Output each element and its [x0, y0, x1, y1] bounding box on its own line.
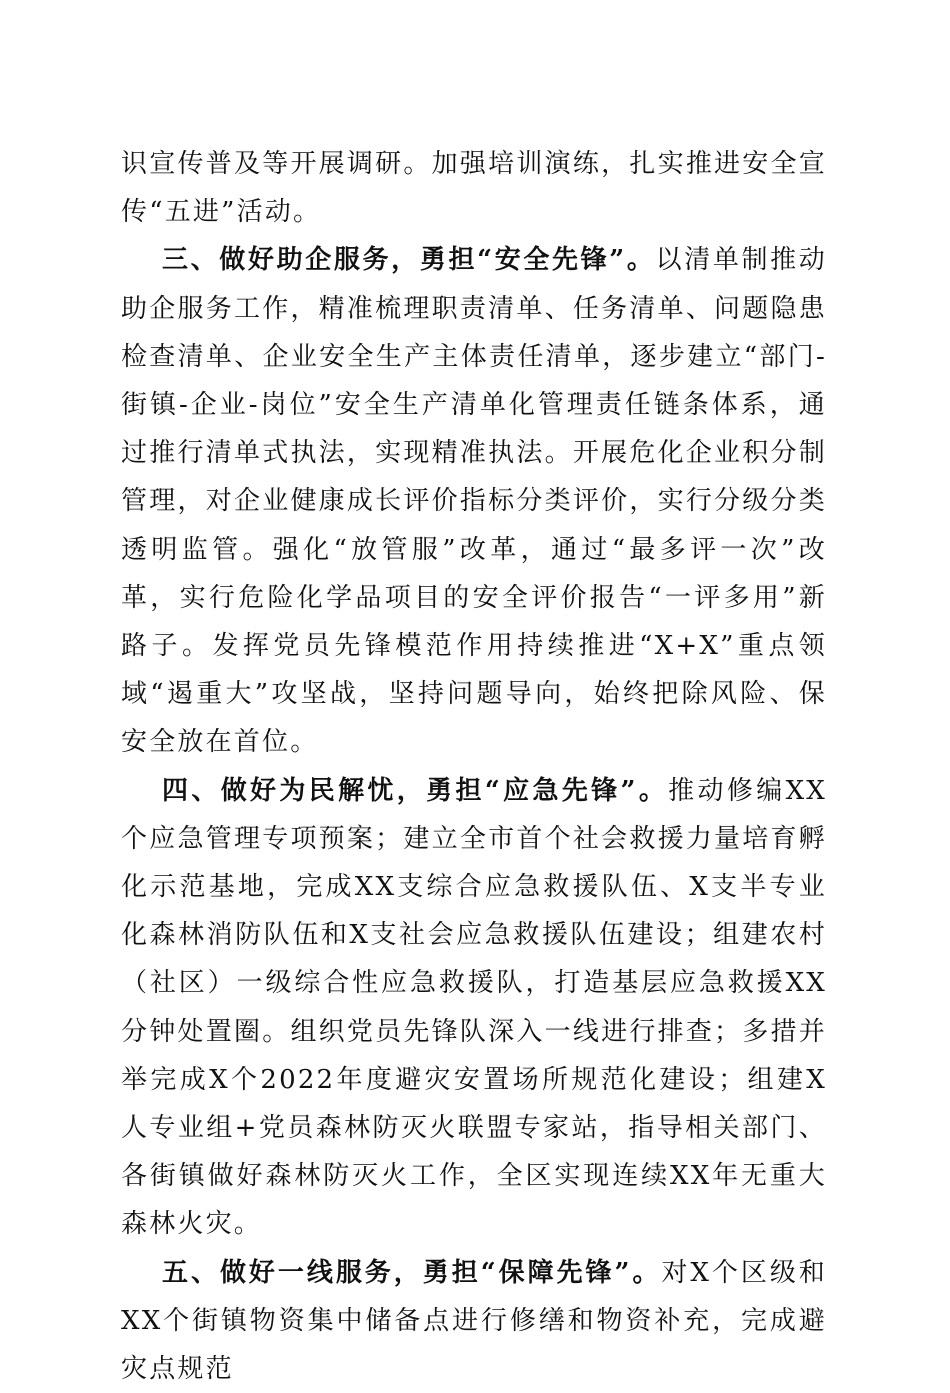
section-3-heading: 三、做好助企服务，勇担“安全先锋”。	[162, 245, 656, 276]
section-4-paragraph	[121, 767, 827, 1249]
section-5-heading: 五、做好一线服务，勇担“保障先锋”。	[162, 1257, 662, 1288]
intro-paragraph	[121, 140, 827, 236]
section-3-paragraph	[121, 236, 827, 766]
section-4-heading: 四、做好为民解忧，勇担“应急先锋”。	[162, 775, 669, 806]
section-3-body: 以清单制推动助企服务工作，精准梳理职责清单、任务清单、问题隐患检查清单、企业安全生产主体责任清单，逐步建立“部门-街镇-企业-岗位”安全生产清单化管理责任链条体系，通过推行清单式执法，实现精准执法。开展危化企业积分制管理，对企业健康成长评价指标分类评价，实行分级分类透明监管。强化“放管服”改革，通过“最多评一次”改革，实行危险化学品项目的安全评价报告“一评多用”新路子。发挥党员先锋模范作用持续推进“X+X”重点领域“遏重大”攻坚战，坚持问题导向，始终把除风险、保安全放在首位。	[121, 245, 827, 758]
intro-text: 识宣传普及等开展调研。加强培训演练，扎实推进安全宣传“五进”活动。	[121, 149, 827, 228]
document-page	[121, 140, 827, 1393]
section-5-paragraph	[121, 1249, 827, 1393]
section-5-body: 对X个区级和XX个街镇物资集中储备点进行修缮和物资补充，完成避灾点规范	[121, 1257, 827, 1385]
section-4-body: 推动修编XX个应急管理专项预案；建立全市首个社会救援力量培育孵化示范基地，完成XX支综合应急救援队伍、X支半专业化森林消防队伍和X支社会应急救援队伍建设；组建农村（社区）一级综合性应急救援队，打造基层应急救援XX分钟处置圈。组织党员先锋队深入一线进行排查；多措并举完成X个2022年度避灾安置场所规范化建设；组建X人专业组+党员森林防灭火联盟专家站，指导相关部门、各街镇做好森林防灭火工作，全区实现连续XX年无重大森林火灾。	[121, 775, 827, 1240]
